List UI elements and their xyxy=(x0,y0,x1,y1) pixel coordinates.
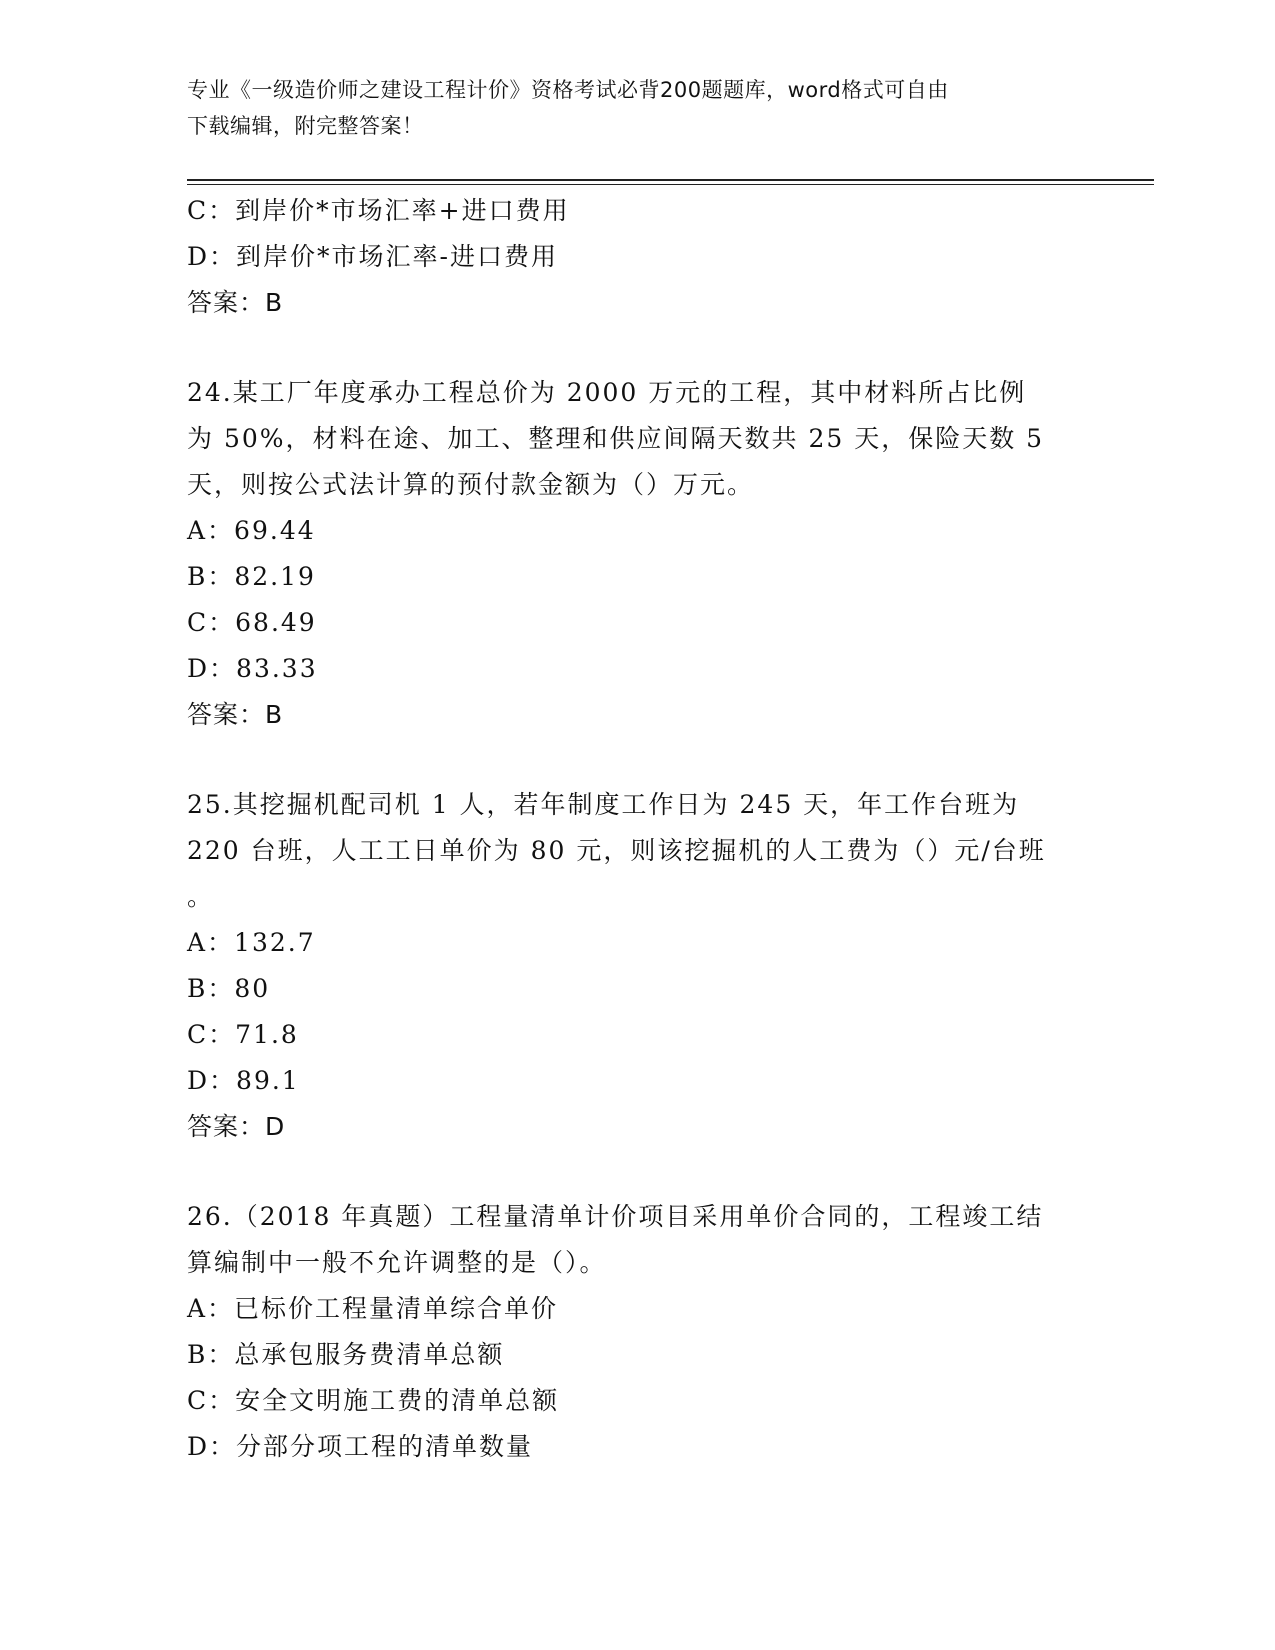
question-23-tail xyxy=(187,188,1087,326)
option-a: A：已标价工程量清单综合单价 xyxy=(187,1294,559,1323)
answer-label: 答案：D xyxy=(187,1112,286,1141)
option-c: C：71.8 xyxy=(187,1020,299,1049)
option-d: D：83.33 xyxy=(187,654,318,683)
option-d: D：到岸价*市场汇率-进口费用 xyxy=(187,242,558,271)
answer-label: 答案：B xyxy=(187,700,284,729)
option-a: A：69.44 xyxy=(187,516,316,545)
option-b: B：82.19 xyxy=(187,562,316,591)
document-body xyxy=(187,188,1087,1470)
question-24 xyxy=(187,370,1087,738)
option-c: C：68.49 xyxy=(187,608,317,637)
header-divider-thin xyxy=(187,184,1154,185)
header-line-1: 专业《一级造价师之建设工程计价》资格考试必背200题题库，word格式可自由 xyxy=(187,78,949,102)
question-25 xyxy=(187,782,1087,1150)
document-header xyxy=(187,72,1067,144)
question-text-line: 。 xyxy=(187,882,215,911)
question-text-line: 算编制中一般不允许调整的是（）。 xyxy=(187,1248,607,1277)
question-text-line: 26.（2018 年真题）工程量清单计价项目采用单价合同的，工程竣工结 xyxy=(187,1202,1044,1231)
option-d: D：分部分项工程的清单数量 xyxy=(187,1432,534,1461)
question-26 xyxy=(187,1194,1087,1470)
answer-label: 答案：B xyxy=(187,288,284,317)
question-text-line: 天，则按公式法计算的预付款金额为（）万元。 xyxy=(187,470,755,499)
option-c: C：到岸价*市场汇率+进口费用 xyxy=(187,196,570,225)
option-a: A：132.7 xyxy=(187,928,316,957)
header-divider-thick xyxy=(187,179,1154,181)
option-c: C：安全文明施工费的清单总额 xyxy=(187,1386,560,1415)
header-line-2: 下载编辑，附完整答案！ xyxy=(187,114,424,138)
question-text-line: 24.某工厂年度承办工程总价为 2000 万元的工程，其中材料所占比例 xyxy=(187,378,1027,407)
question-text-line: 25.其挖掘机配司机 1 人，若年制度工作日为 245 天，年工作台班为 xyxy=(187,790,1020,819)
question-text-line: 为 50%，材料在途、加工、整理和供应间隔天数共 25 天，保险天数 5 xyxy=(187,424,1045,453)
question-text-line: 220 台班，人工工日单价为 80 元，则该挖掘机的人工费为（）元/台班 xyxy=(187,836,1046,865)
option-d: D：89.1 xyxy=(187,1066,300,1095)
option-b: B：80 xyxy=(187,974,271,1003)
option-b: B：总承包服务费清单总额 xyxy=(187,1340,505,1369)
